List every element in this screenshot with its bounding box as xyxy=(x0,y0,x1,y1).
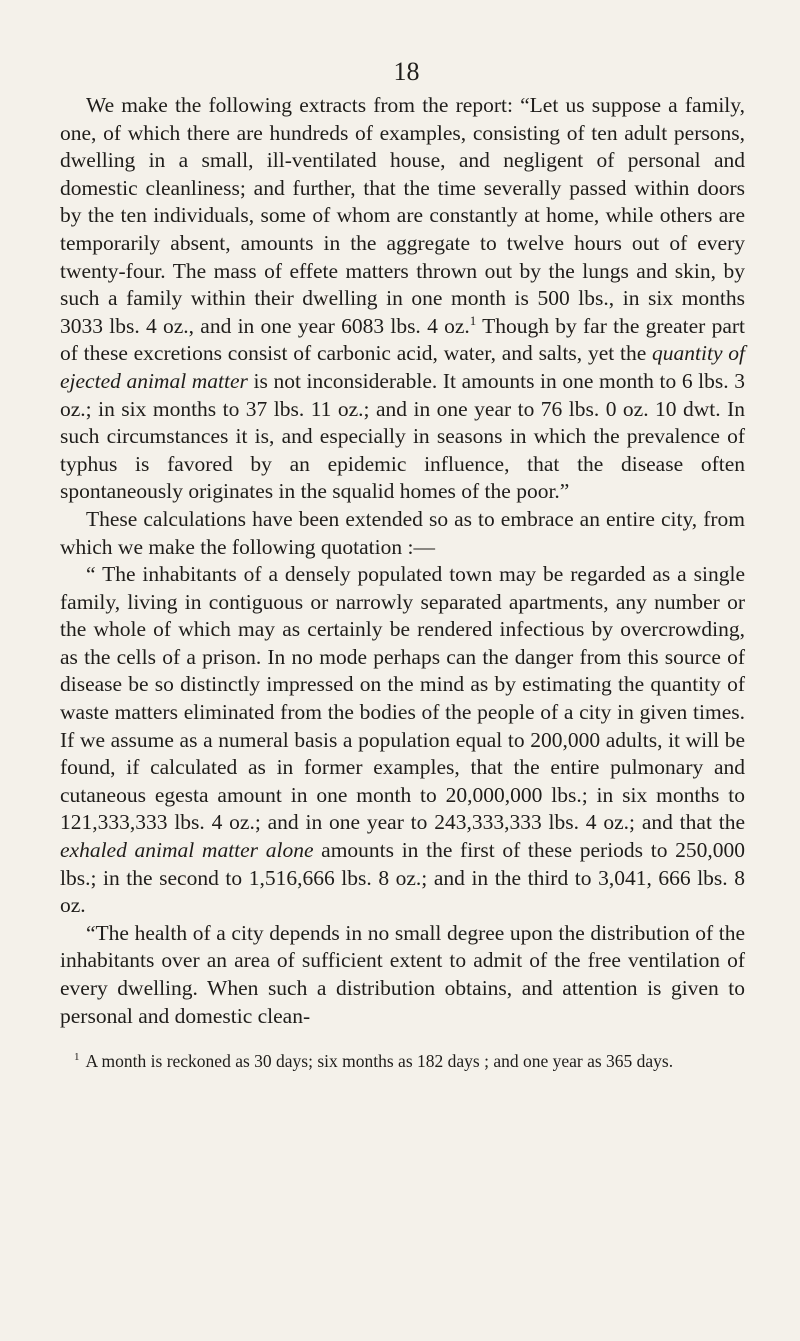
paragraph-text: “ The inhabitants of a densely populated town may be regarded as a single family, living in contiguous or narrowly separated apartments, any number or the whole of which may as certainly be rendered infectious by overcrowding, as the cells of a prison. In no mode perhaps can the danger from this source of disease be so distinctly impressed on the mind as by estimating the quantity of waste matters eliminated from the bodies of the people of a city in given times. If we assume as a numeral basis a population equal to 200,000 adults, it will be found, if calculated as in former examples, that the entire pulmonary and cutaneous egesta amount in one month to 20,000,000 lbs.; in six months to 121,333,333 lbs. 4 oz.; and in one year to 243,333,333 lbs. 4 oz.; and that the xyxy=(60,562,745,835)
footnote xyxy=(60,1050,745,1073)
paragraph-text: We make the following extracts from the report: “Let us suppose a family, one, of which there are hundreds of examples, consisting of ten adult persons, dwelling in a small, ill-ventilated house, and negligent of personal and domestic cleanliness; and further, that the time severally passed within doors by the ten individuals, some of whom are constantly at home, while others are temporarily absent, amounts in the aggregate to twelve hours out of every twenty-four. The mass of effete matters thrown out by the lungs and skin, by such a family within their dwelling in one month is 500 lbs., in six months 3033 lbs. 4 oz., and in one year 6083 lbs. 4 oz. xyxy=(60,93,745,338)
italic-phrase: quantity of ejected animal matter xyxy=(60,341,745,393)
page-number: 18 xyxy=(393,57,420,86)
body-text xyxy=(60,92,745,1030)
italic-phrase: exhaled animal matter alone xyxy=(60,838,314,863)
paragraph-report-extract xyxy=(60,92,745,506)
footnote-reference: 1 xyxy=(469,312,477,328)
paragraph-calculations: These calculations have been extended so as to embrace an entire city, from which we make the following quotation :— xyxy=(60,506,745,559)
paragraph-text: Though by far the greater part of these excretions consist of carbonic acid, water, and salts, yet the xyxy=(60,313,745,366)
footnote-text: A month is reckoned as 30 days; six months as 182 days ; and one year as 365 days. xyxy=(85,1051,674,1072)
paragraph-text: amounts in the first of these periods to 250,000 lbs.; in the second to 1,516,666 lbs. 8 oz.; and in the third to 3,041, 666 lbs. 8 oz. xyxy=(60,838,745,918)
paragraph-city-health: “The health of a city depends in no small degree upon the distribution of the inhabitants over an area of sufficient extent to admit of the free ventilation of every dwelling. When such a distribution obtains, and attention is given to personal and domestic clean- xyxy=(60,920,745,1028)
footnote-mark: 1 xyxy=(74,1051,80,1064)
paragraph-text: is not inconsiderable. It amounts in one month to 6 lbs. 3 oz.; in six months to 37 lbs. 11 oz.; and in one year to 76 lbs. 0 oz. 10 dwt. In such circumstances it is, and especially in seasons in which the prevalence of typhus is favored by an epidemic influence, that the disease often spontaneously originates in the squalid homes of the poor.” xyxy=(60,368,745,504)
paragraph-city-quotation xyxy=(60,561,745,920)
